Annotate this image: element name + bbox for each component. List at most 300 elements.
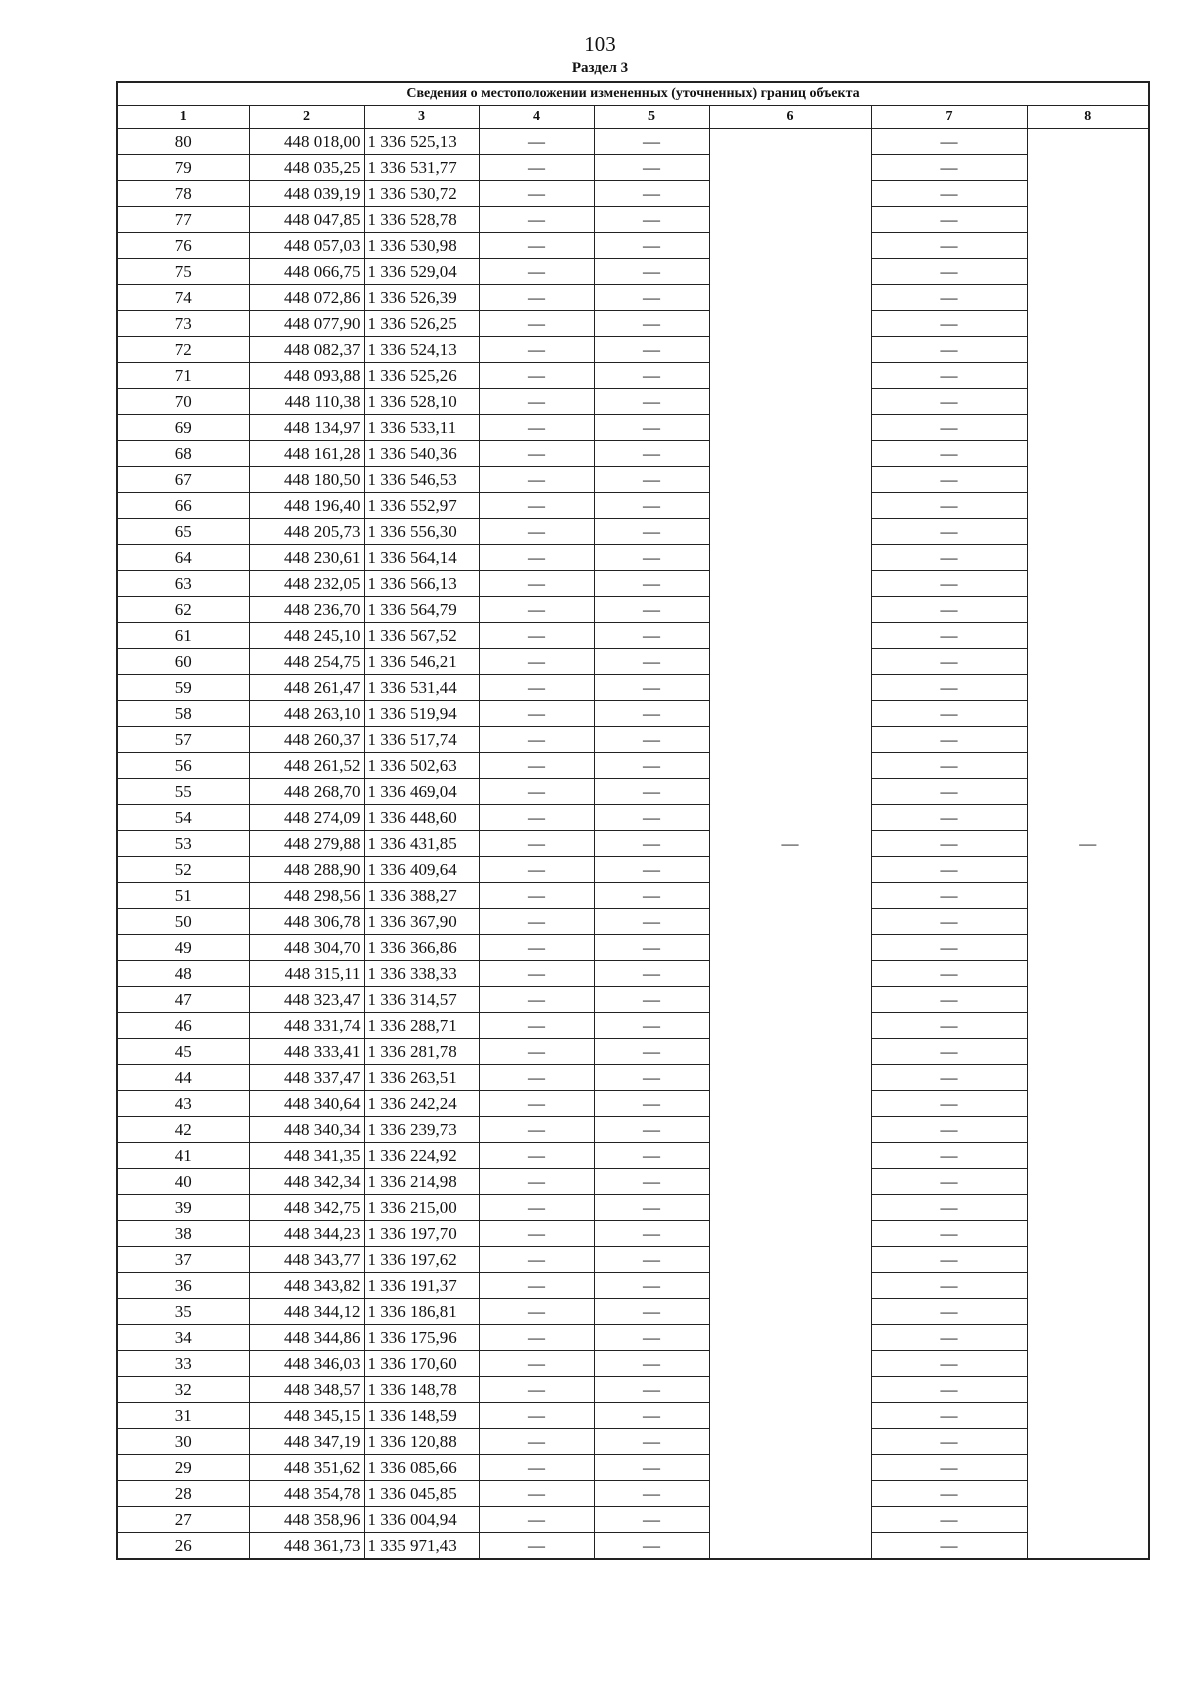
coordinate-y: 1 336 367,90 [364,909,479,935]
col4-dash: — [479,1195,594,1221]
coordinate-y: 1 336 175,96 [364,1325,479,1351]
col4-dash: — [479,545,594,571]
col7-dash: — [871,1039,1027,1065]
col7-dash: — [871,1377,1027,1403]
table-row [117,831,1149,857]
col4-dash: — [479,207,594,233]
table-row [117,1481,1149,1507]
point-number: 42 [117,1117,249,1143]
col5-dash: — [594,935,709,961]
table-row [117,701,1149,727]
coordinate-y: 1 336 519,94 [364,701,479,727]
col7-dash: — [871,1221,1027,1247]
col6-merged-dash: — [709,129,871,1560]
point-number: 38 [117,1221,249,1247]
col7-dash: — [871,1403,1027,1429]
col4-dash: — [479,1299,594,1325]
coordinate-x: 448 358,96 [249,1507,364,1533]
table-row [117,883,1149,909]
col7-dash: — [871,1091,1027,1117]
coordinate-x: 448 254,75 [249,649,364,675]
col7-dash: — [871,1429,1027,1455]
col5-dash: — [594,519,709,545]
table-row [117,909,1149,935]
col4-dash: — [479,467,594,493]
col7-dash: — [871,415,1027,441]
col5-dash: — [594,597,709,623]
point-number: 55 [117,779,249,805]
col5-dash: — [594,1039,709,1065]
col5-dash: — [594,623,709,649]
col7-dash: — [871,545,1027,571]
point-number: 35 [117,1299,249,1325]
col5-dash: — [594,337,709,363]
coordinate-x: 448 346,03 [249,1351,364,1377]
table-row [117,675,1149,701]
col4-dash: — [479,779,594,805]
coordinate-x: 448 342,34 [249,1169,364,1195]
point-number: 61 [117,623,249,649]
col7-dash: — [871,181,1027,207]
col5-dash: — [594,1299,709,1325]
table-row [117,857,1149,883]
col7-dash: — [871,1533,1027,1560]
table-row [117,493,1149,519]
page-number: 103 [584,32,616,56]
col7-dash: — [871,675,1027,701]
col7-dash: — [871,363,1027,389]
point-number: 59 [117,675,249,701]
col7-dash: — [871,467,1027,493]
coordinate-x: 448 134,97 [249,415,364,441]
col7-dash: — [871,1143,1027,1169]
point-number: 32 [117,1377,249,1403]
col7-dash: — [871,1247,1027,1273]
coordinate-x: 448 354,78 [249,1481,364,1507]
coordinate-x: 448 288,90 [249,857,364,883]
point-number: 49 [117,935,249,961]
point-number: 47 [117,987,249,1013]
coordinate-x: 448 035,25 [249,155,364,181]
col7-dash: — [871,961,1027,987]
coordinate-x: 448 344,86 [249,1325,364,1351]
col4-dash: — [479,181,594,207]
column-header-7: 7 [871,106,1027,129]
coordinate-x: 448 345,15 [249,1403,364,1429]
coordinates-table-wrapper [116,81,1150,1560]
coordinate-y: 1 336 552,97 [364,493,479,519]
col5-dash: — [594,1273,709,1299]
point-number: 60 [117,649,249,675]
col5-dash: — [594,1195,709,1221]
coordinate-x: 448 348,57 [249,1377,364,1403]
table-row [117,285,1149,311]
col5-dash: — [594,155,709,181]
coordinate-y: 1 336 288,71 [364,1013,479,1039]
col7-dash: — [871,623,1027,649]
col4-dash: — [479,155,594,181]
coordinate-x: 448 331,74 [249,1013,364,1039]
col4-dash: — [479,675,594,701]
col7-dash: — [871,207,1027,233]
coordinate-y: 1 336 525,26 [364,363,479,389]
coordinate-x: 448 093,88 [249,363,364,389]
point-number: 48 [117,961,249,987]
coordinate-y: 1 336 448,60 [364,805,479,831]
coordinate-y: 1 336 529,04 [364,259,479,285]
coordinate-y: 1 336 517,74 [364,727,479,753]
table-row [117,1117,1149,1143]
col5-dash: — [594,285,709,311]
col7-dash: — [871,1117,1027,1143]
table-row [117,181,1149,207]
col7-dash: — [871,909,1027,935]
col4-dash: — [479,1221,594,1247]
point-number: 66 [117,493,249,519]
coordinate-y: 1 336 528,78 [364,207,479,233]
coordinate-x: 448 082,37 [249,337,364,363]
col5-dash: — [594,311,709,337]
point-number: 37 [117,1247,249,1273]
coordinate-x: 448 343,77 [249,1247,364,1273]
col7-dash: — [871,1351,1027,1377]
coordinate-y: 1 336 281,78 [364,1039,479,1065]
col5-dash: — [594,805,709,831]
col4-dash: — [479,1481,594,1507]
col4-dash: — [479,1351,594,1377]
col4-dash: — [479,1403,594,1429]
coordinate-y: 1 336 556,30 [364,519,479,545]
col7-dash: — [871,779,1027,805]
point-number: 34 [117,1325,249,1351]
coordinate-y: 1 336 531,77 [364,155,479,181]
coordinate-x: 448 077,90 [249,311,364,337]
col5-dash: — [594,909,709,935]
coordinate-x: 448 230,61 [249,545,364,571]
table-row [117,1039,1149,1065]
point-number: 76 [117,233,249,259]
coordinate-y: 1 336 524,13 [364,337,479,363]
column-header-8: 8 [1027,106,1149,129]
coordinate-y: 1 336 409,64 [364,857,479,883]
col7-dash: — [871,311,1027,337]
coordinate-x: 448 263,10 [249,701,364,727]
table-row [117,779,1149,805]
coordinate-x: 448 343,82 [249,1273,364,1299]
coordinate-x: 448 039,19 [249,181,364,207]
col4-dash: — [479,961,594,987]
point-number: 43 [117,1091,249,1117]
col5-dash: — [594,415,709,441]
point-number: 73 [117,311,249,337]
coordinate-y: 1 336 214,98 [364,1169,479,1195]
coordinate-x: 448 268,70 [249,779,364,805]
point-number: 69 [117,415,249,441]
coordinate-y: 1 336 338,33 [364,961,479,987]
col4-dash: — [479,493,594,519]
col4-dash: — [479,1507,594,1533]
col5-dash: — [594,1377,709,1403]
table-row [117,389,1149,415]
coordinate-y: 1 336 197,70 [364,1221,479,1247]
table-row [117,545,1149,571]
table-row [117,337,1149,363]
col4-dash: — [479,1169,594,1195]
coordinate-y: 1 336 530,72 [364,181,479,207]
table-row [117,1507,1149,1533]
table-row [117,1169,1149,1195]
col5-dash: — [594,259,709,285]
col7-dash: — [871,571,1027,597]
coordinate-y: 1 336 546,21 [364,649,479,675]
col5-dash: — [594,467,709,493]
col5-dash: — [594,1533,709,1560]
table-row [117,571,1149,597]
coordinate-y: 1 336 148,59 [364,1403,479,1429]
col4-dash: — [479,519,594,545]
coordinate-y: 1 336 531,44 [364,675,479,701]
col4-dash: — [479,753,594,779]
col4-dash: — [479,727,594,753]
table-row [117,753,1149,779]
coordinate-y: 1 336 540,36 [364,441,479,467]
coordinate-x: 448 351,62 [249,1455,364,1481]
col7-dash: — [871,1195,1027,1221]
point-number: 40 [117,1169,249,1195]
coordinate-x: 448 260,37 [249,727,364,753]
point-number: 70 [117,389,249,415]
column-header-row [117,106,1149,129]
col5-dash: — [594,883,709,909]
point-number: 26 [117,1533,249,1560]
col7-dash: — [871,1455,1027,1481]
table-body [117,129,1149,1560]
col5-dash: — [594,181,709,207]
point-number: 56 [117,753,249,779]
col4-dash: — [479,233,594,259]
coordinate-y: 1 336 148,78 [364,1377,479,1403]
coordinate-x: 448 066,75 [249,259,364,285]
col4-dash: — [479,883,594,909]
point-number: 74 [117,285,249,311]
coordinate-y: 1 336 564,79 [364,597,479,623]
column-header-4: 4 [479,106,594,129]
point-number: 79 [117,155,249,181]
col4-dash: — [479,909,594,935]
point-number: 30 [117,1429,249,1455]
table-row [117,155,1149,181]
coordinate-x: 448 344,23 [249,1221,364,1247]
col5-dash: — [594,1403,709,1429]
col7-dash: — [871,259,1027,285]
col7-dash: — [871,935,1027,961]
col7-dash: — [871,1299,1027,1325]
coordinate-x: 448 110,38 [249,389,364,415]
col4-dash: — [479,389,594,415]
point-number: 29 [117,1455,249,1481]
coordinate-y: 1 336 239,73 [364,1117,479,1143]
col5-dash: — [594,129,709,155]
coordinate-y: 1 336 186,81 [364,1299,479,1325]
col5-dash: — [594,831,709,857]
coordinate-x: 448 344,12 [249,1299,364,1325]
col4-dash: — [479,831,594,857]
point-number: 80 [117,129,249,155]
point-number: 41 [117,1143,249,1169]
col7-dash: — [871,285,1027,311]
col4-dash: — [479,1117,594,1143]
col5-dash: — [594,753,709,779]
coordinate-x: 448 342,75 [249,1195,364,1221]
col4-dash: — [479,701,594,727]
table-row [117,1325,1149,1351]
col7-dash: — [871,519,1027,545]
coordinate-y: 1 336 242,24 [364,1091,479,1117]
col4-dash: — [479,1143,594,1169]
coordinate-y: 1 336 388,27 [364,883,479,909]
coordinate-y: 1 336 170,60 [364,1351,479,1377]
col5-dash: — [594,1013,709,1039]
coordinate-y: 1 336 263,51 [364,1065,479,1091]
col7-dash: — [871,727,1027,753]
col5-dash: — [594,1481,709,1507]
table-row [117,1065,1149,1091]
table-row [117,1533,1149,1560]
col5-dash: — [594,727,709,753]
col5-dash: — [594,571,709,597]
point-number: 71 [117,363,249,389]
table-row [117,987,1149,1013]
table-row [117,1247,1149,1273]
col4-dash: — [479,1247,594,1273]
coordinate-y: 1 336 045,85 [364,1481,479,1507]
coordinate-y: 1 336 564,14 [364,545,479,571]
col7-dash: — [871,389,1027,415]
col4-dash: — [479,805,594,831]
point-number: 58 [117,701,249,727]
col4-dash: — [479,1455,594,1481]
coordinate-y: 1 336 566,13 [364,571,479,597]
table-row [117,1299,1149,1325]
point-number: 46 [117,1013,249,1039]
table-row [117,1273,1149,1299]
col5-dash: — [594,675,709,701]
table-row [117,129,1149,155]
coordinate-x: 448 279,88 [249,831,364,857]
col5-dash: — [594,1065,709,1091]
col4-dash: — [479,1013,594,1039]
col5-dash: — [594,363,709,389]
col7-dash: — [871,129,1027,155]
col4-dash: — [479,285,594,311]
coordinate-x: 448 261,52 [249,753,364,779]
table-row [117,1143,1149,1169]
col4-dash: — [479,571,594,597]
coordinate-x: 448 323,47 [249,987,364,1013]
col7-dash: — [871,805,1027,831]
table-row [117,649,1149,675]
col5-dash: — [594,1325,709,1351]
coordinate-x: 448 236,70 [249,597,364,623]
col5-dash: — [594,987,709,1013]
col7-dash: — [871,337,1027,363]
col4-dash: — [479,129,594,155]
coordinate-x: 448 274,09 [249,805,364,831]
col4-dash: — [479,1429,594,1455]
table-row [117,1377,1149,1403]
col5-dash: — [594,779,709,805]
col7-dash: — [871,493,1027,519]
coordinate-x: 448 245,10 [249,623,364,649]
coordinate-y: 1 336 085,66 [364,1455,479,1481]
column-header-1: 1 [117,106,249,129]
table-row [117,935,1149,961]
table-row [117,1351,1149,1377]
col4-dash: — [479,363,594,389]
col5-dash: — [594,1351,709,1377]
point-number: 78 [117,181,249,207]
col7-dash: — [871,155,1027,181]
coordinate-y: 1 336 530,98 [364,233,479,259]
table-row [117,363,1149,389]
coordinate-x: 448 333,41 [249,1039,364,1065]
col5-dash: — [594,1221,709,1247]
col5-dash: — [594,493,709,519]
point-number: 45 [117,1039,249,1065]
coordinate-x: 448 340,64 [249,1091,364,1117]
coordinate-x: 448 337,47 [249,1065,364,1091]
coordinate-x: 448 205,73 [249,519,364,545]
coordinate-y: 1 336 215,00 [364,1195,479,1221]
table-row [117,1429,1149,1455]
col8-merged-dash: — [1027,129,1149,1560]
col7-dash: — [871,1169,1027,1195]
col7-dash: — [871,883,1027,909]
coordinate-x: 448 341,35 [249,1143,364,1169]
col7-dash: — [871,831,1027,857]
col4-dash: — [479,1039,594,1065]
coordinate-x: 448 196,40 [249,493,364,519]
column-header-3: 3 [364,106,479,129]
coordinate-y: 1 336 528,10 [364,389,479,415]
col7-dash: — [871,597,1027,623]
col5-dash: — [594,1169,709,1195]
point-number: 62 [117,597,249,623]
point-number: 64 [117,545,249,571]
col7-dash: — [871,701,1027,727]
table-row [117,623,1149,649]
coordinate-x: 448 161,28 [249,441,364,467]
column-header-2: 2 [249,106,364,129]
point-number: 31 [117,1403,249,1429]
col7-dash: — [871,1507,1027,1533]
coordinate-x: 448 315,11 [249,961,364,987]
col4-dash: — [479,337,594,363]
point-number: 75 [117,259,249,285]
table-row [117,233,1149,259]
table-row [117,727,1149,753]
point-number: 65 [117,519,249,545]
table-caption: Сведения о местоположении измененных (уточненных) границ объекта [117,82,1149,106]
coordinate-y: 1 335 971,43 [364,1533,479,1560]
coordinate-x: 448 347,19 [249,1429,364,1455]
table-row [117,207,1149,233]
coordinate-y: 1 336 526,25 [364,311,479,337]
col5-dash: — [594,207,709,233]
col5-dash: — [594,1117,709,1143]
col5-dash: — [594,1091,709,1117]
coordinate-x: 448 261,47 [249,675,364,701]
